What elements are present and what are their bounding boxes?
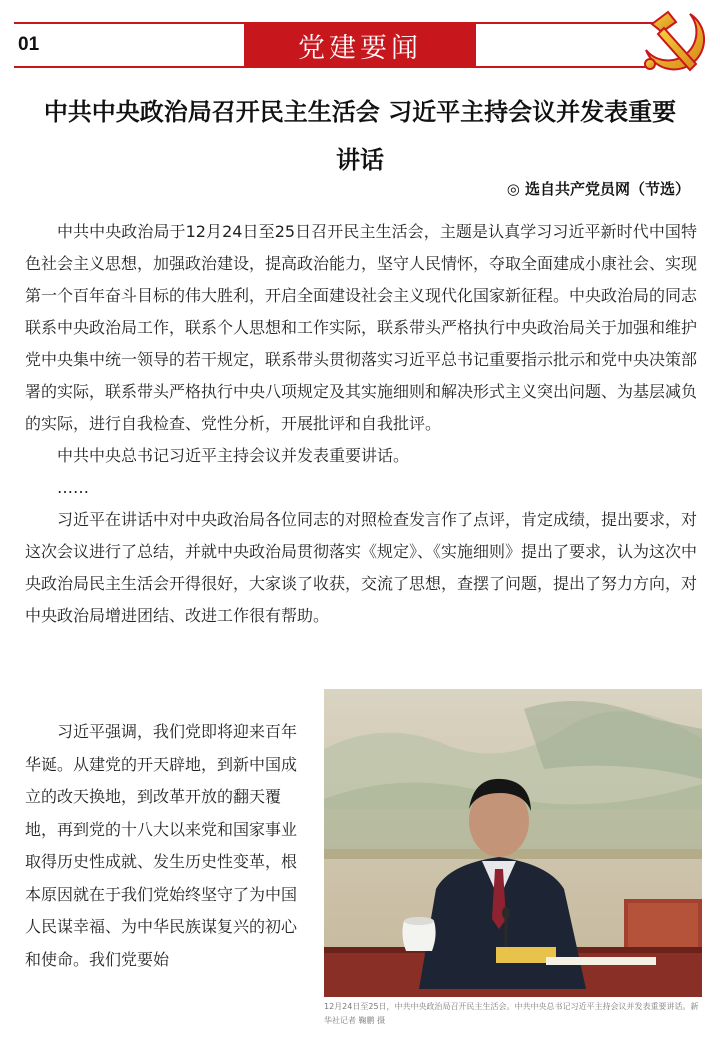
article-title: 中共中央政治局召开民主生活会 习近平主持会议并发表重要讲话 (43, 98, 677, 174)
photo-caption: 12月24日至25日，中共中央政治局召开民主生活会。中共中央总书记习近平主持会议并发表重要讲话。新华社记者 鞠鹏 摄 (324, 1002, 699, 1025)
page-header (0, 0, 720, 80)
paragraph: 中共中央政治局于12月24日至25日召开民主生活会，主题是认真学习习近平新时代中国特色社会主义思想，加强政治建设，提高政治能力，坚守人民情怀，夺取全面建成小康社会、实现第一个百年奋斗目标的伟大胜利，开启全面建设社会主义现代化国家新征程。中央政治局的同志联系中央政治局工作，联系个人思想和工作实际，联系带头严格执行中央政治局关于加强和维护党中央集中统一领导的若干规定，联系带头贯彻落实习近平总书记重要指示批示和党中央决策部署的实际，联系带头严格执行中央八项规定及其实施细则和解决形式主义突出问题、为基层减负的实际，进行自我检查、党性分析，开展批评和自我批评。 (25, 222, 698, 433)
article-body-column (25, 716, 297, 976)
news-photo (324, 689, 702, 997)
paragraph: 习近平在讲话中对中央政治局各位同志的对照检查发言作了点评，肯定成绩，提出要求，对这次会议进行了总结，并就中央政治局贯彻落实《规定》、《实施细则》提出了要求，认为这次中央政治局民主生活会开得很好，大家谈了收获，交流了思想，查摆了问题，提出了努力方向，对中央政治局增进团结、改进工作很有帮助。 (25, 510, 698, 625)
section-title-banner: 党建要闻 (244, 24, 476, 66)
article-source: ◎ 选自共产党员网（节选） (506, 180, 690, 198)
paragraph: 习近平强调，我们党即将迎来百年华诞。从建党的开天辟地，到新中国成立的改天换地，到改革开放的翻天覆地，再到党的十八大以来党和国家事业取得历史性成就、发生历史性变革，根本原因就在于我们党始终坚守了为中国人民谋幸福、为中华民族谋复兴的初心和使命。我们党要始 (25, 722, 298, 969)
ellipsis: …… (57, 478, 89, 497)
hammer-sickle-icon (632, 4, 712, 82)
page-number: 01 (18, 34, 40, 55)
paragraph: 中共中央总书记习近平主持会议并发表重要讲话。 (57, 446, 410, 465)
header-bottom-rule (14, 66, 654, 68)
article-body (25, 216, 697, 632)
